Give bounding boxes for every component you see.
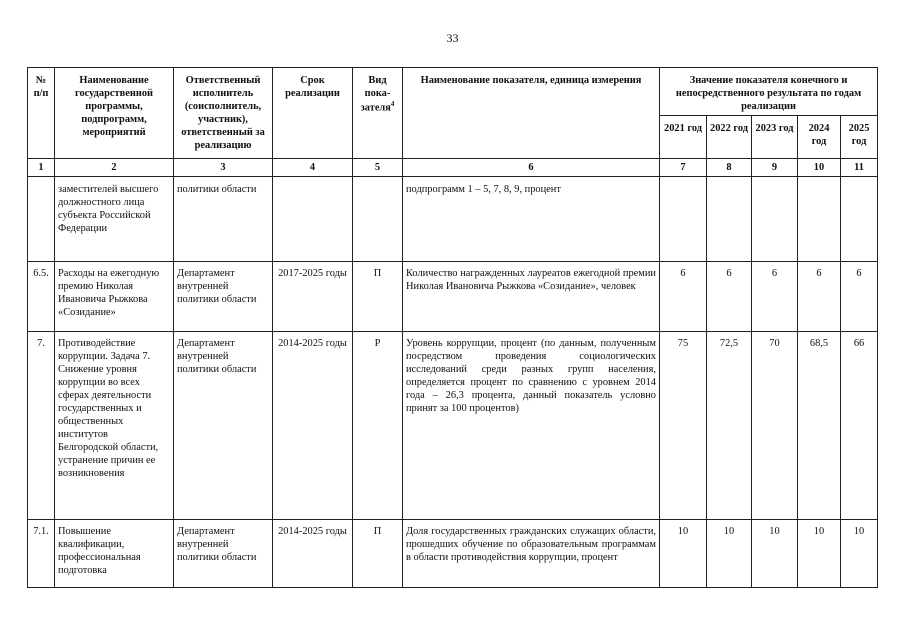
header-year-2025: 2025 год xyxy=(841,116,878,159)
header-type xyxy=(353,68,403,159)
column-index-row xyxy=(28,159,878,177)
row-indicator: Количество награжденных лауреатов ежегодной премии Николая Ивановича Рыжкова «Созидание», человек xyxy=(403,262,660,332)
row-executor: Департамент внутренней политики области xyxy=(174,520,273,588)
row-value-2022 xyxy=(707,177,752,262)
table-row xyxy=(28,332,878,520)
column-index: 3 xyxy=(174,159,273,177)
row-num: 6.5. xyxy=(28,262,55,332)
column-index: 9 xyxy=(752,159,798,177)
row-value-2021: 75 xyxy=(660,332,707,520)
header-values-group: Значение показателя конечного и непосредственного результата по годам реализации xyxy=(660,68,878,116)
row-num: 7.1. xyxy=(28,520,55,588)
row-value-2021: 10 xyxy=(660,520,707,588)
row-num xyxy=(28,177,55,262)
header-indicator: Наименование показателя, единица измерения xyxy=(403,68,660,159)
column-index: 10 xyxy=(798,159,841,177)
page-number: 33 xyxy=(446,31,459,45)
header-num: № п/п xyxy=(28,68,55,159)
row-type: П xyxy=(353,520,403,588)
row-value-2022: 72,5 xyxy=(707,332,752,520)
row-value-2025: 66 xyxy=(841,332,878,520)
row-period xyxy=(273,177,353,262)
column-index: 1 xyxy=(28,159,55,177)
row-value-2024: 10 xyxy=(798,520,841,588)
row-executor: Департамент внутренней политики области xyxy=(174,262,273,332)
row-value-2025: 6 xyxy=(841,262,878,332)
header-name: Наименование государственной программы, подпрограмм, мероприятий xyxy=(55,68,174,159)
row-type: Р xyxy=(353,332,403,520)
row-value-2024: 68,5 xyxy=(798,332,841,520)
row-name: Противодействие коррупции. Задача 7. Снижение уровня коррупции во всех сферах деятельности государственных и общественных институтов Белгородской области, устранение причин ее возникновения xyxy=(55,332,174,520)
row-value-2024 xyxy=(798,177,841,262)
row-value-2021: 6 xyxy=(660,262,707,332)
table-row xyxy=(28,520,878,588)
row-executor: политики области xyxy=(174,177,273,262)
column-index: 6 xyxy=(403,159,660,177)
column-index: 4 xyxy=(273,159,353,177)
header-year-2024: 2024 год xyxy=(798,116,841,159)
row-indicator: подпрограмм 1 – 5, 7, 8, 9, процент xyxy=(403,177,660,262)
column-index: 2 xyxy=(55,159,174,177)
header-year-2021: 2021 год xyxy=(660,116,707,159)
row-type xyxy=(353,177,403,262)
header-period: Срок реализации xyxy=(273,68,353,159)
row-value-2022: 10 xyxy=(707,520,752,588)
row-period: 2014-2025 годы xyxy=(273,332,353,520)
row-value-2025: 10 xyxy=(841,520,878,588)
table-row xyxy=(28,177,878,262)
row-value-2024: 6 xyxy=(798,262,841,332)
header-executor: Ответственный исполнитель (соисполнитель, участник), ответственный за реализацию xyxy=(174,68,273,159)
row-indicator: Доля государственных гражданских служащих области, прошедших обучение по образовательным программам в области противодействия коррупции, процент xyxy=(403,520,660,588)
row-value-2022: 6 xyxy=(707,262,752,332)
header-type-footnote: 4 xyxy=(390,100,395,108)
row-period: 2014-2025 годы xyxy=(273,520,353,588)
row-num: 7. xyxy=(28,332,55,520)
header-type-text: Вид пока-зателя xyxy=(360,75,391,114)
column-index: 7 xyxy=(660,159,707,177)
column-index: 8 xyxy=(707,159,752,177)
row-executor: Департамент внутренней политики области xyxy=(174,332,273,520)
row-period: 2017-2025 годы xyxy=(273,262,353,332)
column-index: 5 xyxy=(353,159,403,177)
row-indicator: Уровень коррупции, процент (по данным, полученным посредством проведения социологических исследований среди разных групп населения, определяется процент по сравнению с уровнем 2014 года – 26,3 процента, данный показатель условно принят за 100 процентов) xyxy=(403,332,660,520)
row-value-2023 xyxy=(752,177,798,262)
row-value-2023: 10 xyxy=(752,520,798,588)
row-name: Повышение квалификации, профессиональная подготовка xyxy=(55,520,174,588)
row-value-2021 xyxy=(660,177,707,262)
header-year-2023: 2023 год xyxy=(752,116,798,159)
row-name: Расходы на ежегодную премию Николая Ивановича Рыжкова «Созидание» xyxy=(55,262,174,332)
indicators-table xyxy=(27,67,878,588)
row-value-2023: 70 xyxy=(752,332,798,520)
row-name: заместителей высшего должностного лица субъекта Российской Федерации xyxy=(55,177,174,262)
header-year-2022: 2022 год xyxy=(707,116,752,159)
column-index: 11 xyxy=(841,159,878,177)
row-type: П xyxy=(353,262,403,332)
header-row xyxy=(28,68,878,116)
row-value-2025 xyxy=(841,177,878,262)
row-value-2023: 6 xyxy=(752,262,798,332)
table-row xyxy=(28,262,878,332)
